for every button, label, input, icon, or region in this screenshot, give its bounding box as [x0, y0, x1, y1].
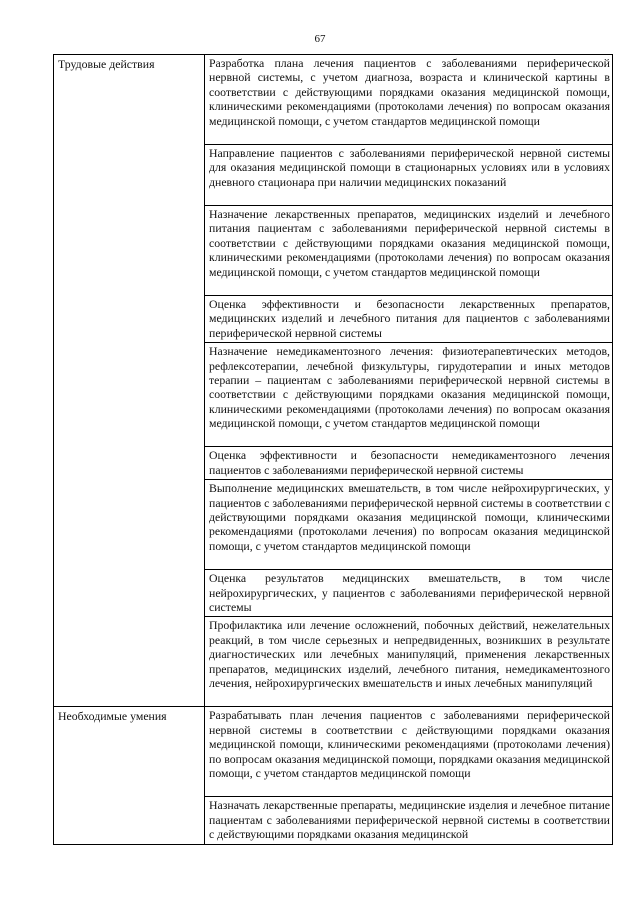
table-cell: Разрабатывать план лечения пациентов с заболеваниями периферической нервной системы в соответствии с действующими порядками оказания медицинской помощи, клиническими рекомендациями (протоколами лечения) по вопросам оказания медицинской помощи, порядками оказания медицинской помощи, с учетом стандартов медицинской помощи [205, 707, 613, 797]
table-row [54, 55, 613, 145]
table-cell: Направление пациентов с заболеваниями периферической нервной системы для оказания медицинской помощи в стационарных условиях или в условиях дневного стационара при наличии медицинских показаний [205, 145, 613, 206]
table-cell: Профилактика или лечение осложнений, побочных действий, нежелательных реакций, в том числе серьезных и непредвиденных, возникших в результате диагностических или лечебных манипуляций, применения лекарственных препаратов, медицинских изделий, лечебного питания, немедикаментозного лечения, нейрохирургических вмешательств и иных лечебных манипуляций [205, 617, 613, 707]
table-cell: Оценка эффективности и безопасности немедикаментозного лечения пациентов с заболеваниями периферической нервной системы [205, 447, 613, 480]
page-number: 67 [314, 33, 326, 45]
table-cell: Назначение лекарственных препаратов, медицинских изделий и лечебного питания пациентам с заболеваниями периферической нервной системы в соответствии с действующими порядками оказания медицинской помощи, клиническими рекомендациями (протоколами лечения) по вопросам оказания медицинской помощи, с учетом стандартов медицинской помощи [205, 206, 613, 296]
table-cell: Разработка плана лечения пациентов с заболеваниями периферической нервной системы, с учетом диагноза, возраста и клинической картины в соответствии с действующими порядками оказания медицинской помощи, клиническими рекомендациями (протоколами лечения) по вопросам оказания медицинской помощи, с учетом стандартов медицинской помощи [205, 55, 613, 145]
section-label-required-skills: Необходимые умения [54, 707, 205, 844]
table-cell: Оценка результатов медицинских вмешательств, в том числе нейрохирургических, у пациентов с заболеваниями периферической нервной системы [205, 570, 613, 617]
table-cell: Выполнение медицинских вмешательств, в том числе нейрохирургических, у пациентов с заболеваниями периферической нервной системы в соответствии с действующими порядками оказания медицинской помощи, клиническими рекомендациями (протоколами лечения) по вопросам оказания медицинской помощи, с учетом стандартов медицинской помощи [205, 480, 613, 570]
section-label-labor-actions: Трудовые действия [54, 55, 205, 707]
table-cell: Назначение немедикаментозного лечения: физиотерапевтических методов, рефлексотерапии, лечебной физкультуры, гирудотерапии и иных методов терапии – пациентам с заболеваниями периферической нервной системы в соответствии с действующими порядками оказания медицинской помощи, клиническими рекомендациями (протоколами лечения) по вопросам оказания медицинской помощи, с учетом стандартов медицинской помощи [205, 343, 613, 447]
table-cell: Оценка эффективности и безопасности лекарственных препаратов, медицинских изделий и лечебного питания для пациентов с заболеваниями периферической нервной системы [205, 296, 613, 343]
table-cell: Назначать лекарственные препараты, медицинские изделия и лечебное питание пациентам с заболеваниями периферической нервной системы в соответствии с действующими порядками оказания медицинской [205, 797, 613, 844]
table-row [54, 707, 613, 797]
requirements-table [53, 54, 613, 845]
